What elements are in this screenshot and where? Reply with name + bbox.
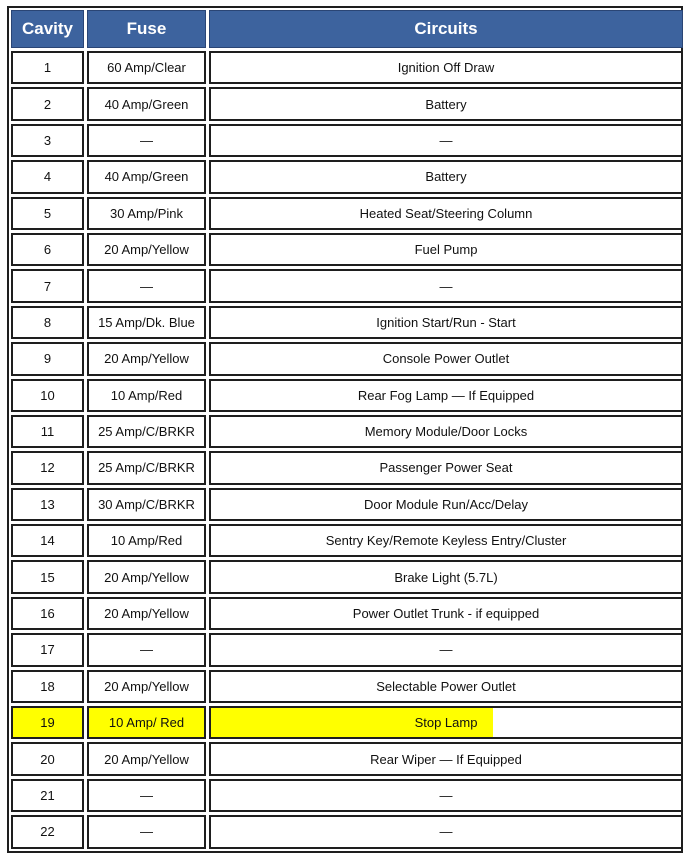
fuse-cell: 20 Amp/Yellow [87, 670, 206, 703]
fuse-cell: 20 Amp/Yellow [87, 233, 206, 266]
circuit-cell: Fuel Pump [209, 233, 683, 266]
header-circuits: Circuits [209, 10, 683, 48]
circuit-cell: Console Power Outlet [209, 342, 683, 375]
fuse-table [7, 6, 683, 853]
fuse-cell: 25 Amp/C/BRKR [87, 415, 206, 448]
cavity-cell: 2 [11, 87, 84, 120]
fuse-cell: 30 Amp/Pink [87, 197, 206, 230]
fuse-cell: 20 Amp/Yellow [87, 742, 206, 775]
fuse-cell: 25 Amp/C/BRKR [87, 451, 206, 484]
cavity-cell: 22 [11, 815, 84, 848]
cavity-cell: 11 [11, 415, 84, 448]
circuit-cell: Rear Wiper — If Equipped [209, 742, 683, 775]
fuse-table-grid [11, 10, 679, 849]
circuit-cell: — [209, 633, 683, 666]
cavity-cell: 14 [11, 524, 84, 557]
cavity-cell: 20 [11, 742, 84, 775]
cavity-cell: 5 [11, 197, 84, 230]
fuse-cell: 10 Amp/Red [87, 524, 206, 557]
fuse-cell: — [87, 815, 206, 848]
circuit-cell: Power Outlet Trunk - if equipped [209, 597, 683, 630]
fuse-cell: 15 Amp/Dk. Blue [87, 306, 206, 339]
cavity-cell: 21 [11, 779, 84, 812]
circuit-cell: Memory Module/Door Locks [209, 415, 683, 448]
circuit-cell: Rear Fog Lamp — If Equipped [209, 379, 683, 412]
circuit-cell: Ignition Start/Run - Start [209, 306, 683, 339]
cavity-cell: 13 [11, 488, 84, 521]
circuit-cell: — [209, 124, 683, 157]
cavity-cell: 10 [11, 379, 84, 412]
fuse-cell: 30 Amp/C/BRKR [87, 488, 206, 521]
fuse-cell: 40 Amp/Green [87, 87, 206, 120]
circuit-cell: Sentry Key/Remote Keyless Entry/Cluster [209, 524, 683, 557]
circuit-cell: Passenger Power Seat [209, 451, 683, 484]
cavity-cell: 7 [11, 269, 84, 302]
cavity-cell: 17 [11, 633, 84, 666]
fuse-cell: — [87, 633, 206, 666]
fuse-cell: 10 Amp/Red [87, 379, 206, 412]
fuse-cell: — [87, 269, 206, 302]
cavity-cell: 12 [11, 451, 84, 484]
cavity-cell: 3 [11, 124, 84, 157]
header-cavity: Cavity [11, 10, 84, 48]
cavity-cell: 18 [11, 670, 84, 703]
circuit-cell: Selectable Power Outlet [209, 670, 683, 703]
fuse-cell: 20 Amp/Yellow [87, 342, 206, 375]
circuit-cell: — [209, 269, 683, 302]
fuse-cell: 10 Amp/ Red [87, 706, 206, 739]
circuit-cell: Brake Light (5.7L) [209, 560, 683, 593]
cavity-cell: 1 [11, 51, 84, 84]
cavity-cell: 9 [11, 342, 84, 375]
cavity-cell: 15 [11, 560, 84, 593]
cavity-cell: 19 [11, 706, 84, 739]
cavity-cell: 6 [11, 233, 84, 266]
fuse-cell: 40 Amp/Green [87, 160, 206, 193]
fuse-cell: — [87, 779, 206, 812]
circuit-cell: Door Module Run/Acc/Delay [209, 488, 683, 521]
fuse-cell: 20 Amp/Yellow [87, 597, 206, 630]
fuse-cell: 60 Amp/Clear [87, 51, 206, 84]
cavity-cell: 8 [11, 306, 84, 339]
circuit-cell: Stop Lamp [209, 706, 683, 739]
fuse-cell: — [87, 124, 206, 157]
circuit-cell: Heated Seat/Steering Column [209, 197, 683, 230]
fuse-cell: 20 Amp/Yellow [87, 560, 206, 593]
cavity-cell: 4 [11, 160, 84, 193]
circuit-cell: Battery [209, 160, 683, 193]
cavity-cell: 16 [11, 597, 84, 630]
circuit-cell: — [209, 779, 683, 812]
circuit-cell: Ignition Off Draw [209, 51, 683, 84]
header-fuse: Fuse [87, 10, 206, 48]
circuit-cell: — [209, 815, 683, 848]
circuit-cell: Battery [209, 87, 683, 120]
